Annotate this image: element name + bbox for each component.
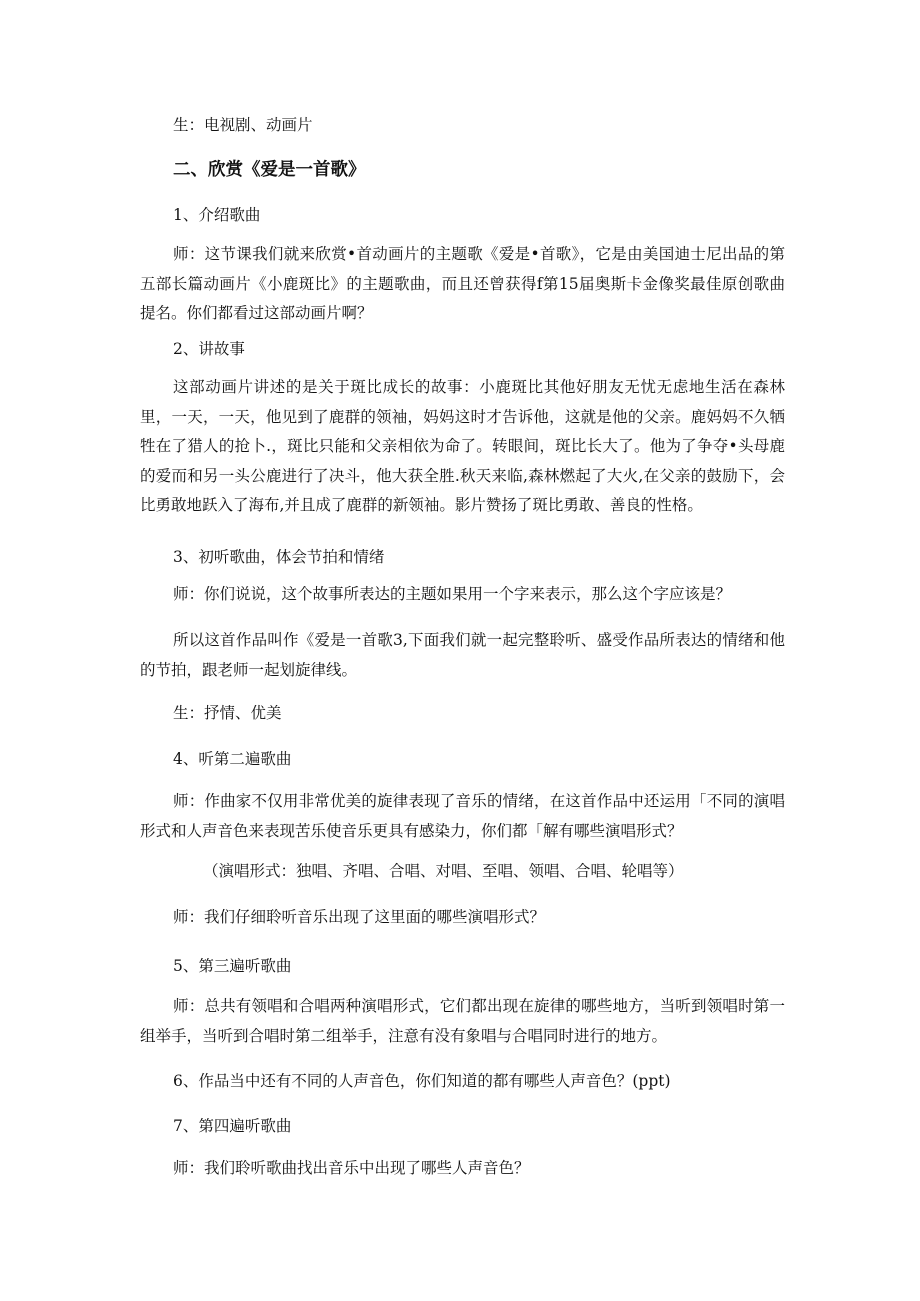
subheading-third-listen: 5、第三遍听歌曲 [173,957,292,975]
subheading-first-listen: 3、初听歌曲，体会节拍和情绪 [173,548,385,566]
student-answer-mood: 生：抒情、优美 [173,704,282,722]
subheading-introduce-song: 1、介绍歌曲 [173,206,261,224]
paragraph-raise-hands: 师：总共有领唱和合唱两种演唱形式，它们都出现在旋律的哪些地方，当听到领唱时第一组举手，当听到合唱时第二组举手，注意有没有象唱与合唱同时进行的地方。 [140,997,785,1045]
subheading-tell-story: 2、讲故事 [173,340,245,358]
subheading-second-listen: 4、听第二遍歌曲 [173,750,292,768]
paragraph-teacher-question: 师：你们说说，这个故事所表达的主题如果用一个字来表示，那么这个字应该是？ [173,585,732,603]
section-heading-appreciate: 二、欣赏《爱是一首歌》 [173,160,366,180]
paragraph-find-timbre: 师：我们聆听歌曲找出音乐中出现了哪些人声音色？ [173,1159,530,1177]
paragraph-teacher-intro: 师：这节课我们就来欣赏•首动画片的主题歌《爱是•首歌》，它是由美国迪士尼出品的第五部长篇动画片《小鹿斑比》的主题歌曲，而且还曾获得f第15届奥斯卡金像奖最佳原创歌曲提名。你们都看过这部动画片啊？ [140,245,785,322]
list-singing-forms: （演唱形式：独唱、齐唱、合唱、对唱、至唱、领唱、合唱、轮唱等） [203,862,684,880]
paragraph-voice-timbre: 6、作品当中还有不同的人声音色，你们知道的都有哪些人声音色？(ppt) [173,1072,671,1090]
student-answer-tv: 生：电视剧、动画片 [173,116,313,134]
paragraph-singing-forms: 师：作曲家不仅用非常优美的旋律表现了音乐的情绪，在这首作品中还运用「不同的演唱形式和人声音色来表现苦乐使音乐更具有感染力，你们都「解有哪些演唱形式？ [140,792,785,840]
paragraph-story: 这部动画片讲述的是关于斑比成长的故事：小鹿斑比其他好朋友无忧无虑地生活在森林里，一天，一天，他见到了鹿群的领袖，妈妈这时才告诉他，这就是他的父亲。鹿妈妈不久牺牲在了猎人的抢卜.，斑比只能和父亲相依为命了。转眼间，斑比长大了。他为了争夺•头母鹿的爱而和另一头公鹿进行了决斗，他大获全胜.秋天来临,森林燃起了大火,在父亲的鼓励下，会比勇敢地跃入了海布,并且成了鹿群的新领袖。影片赞扬了斑比勇敢、善良的性格。 [140,378,785,514]
paragraph-song-title: 所以这首作品叫作《爱是一首歌3,下面我们就一起完整聆听、盛受作品所表达的情绪和他的节拍，跟老师一起划旋律线。 [140,631,785,679]
subheading-fourth-listen: 7、第四遍听歌曲 [173,1117,292,1135]
paragraph-listen-carefully: 师：我们仔细聆听音乐出现了这里面的哪些演唱形式？ [173,908,546,926]
